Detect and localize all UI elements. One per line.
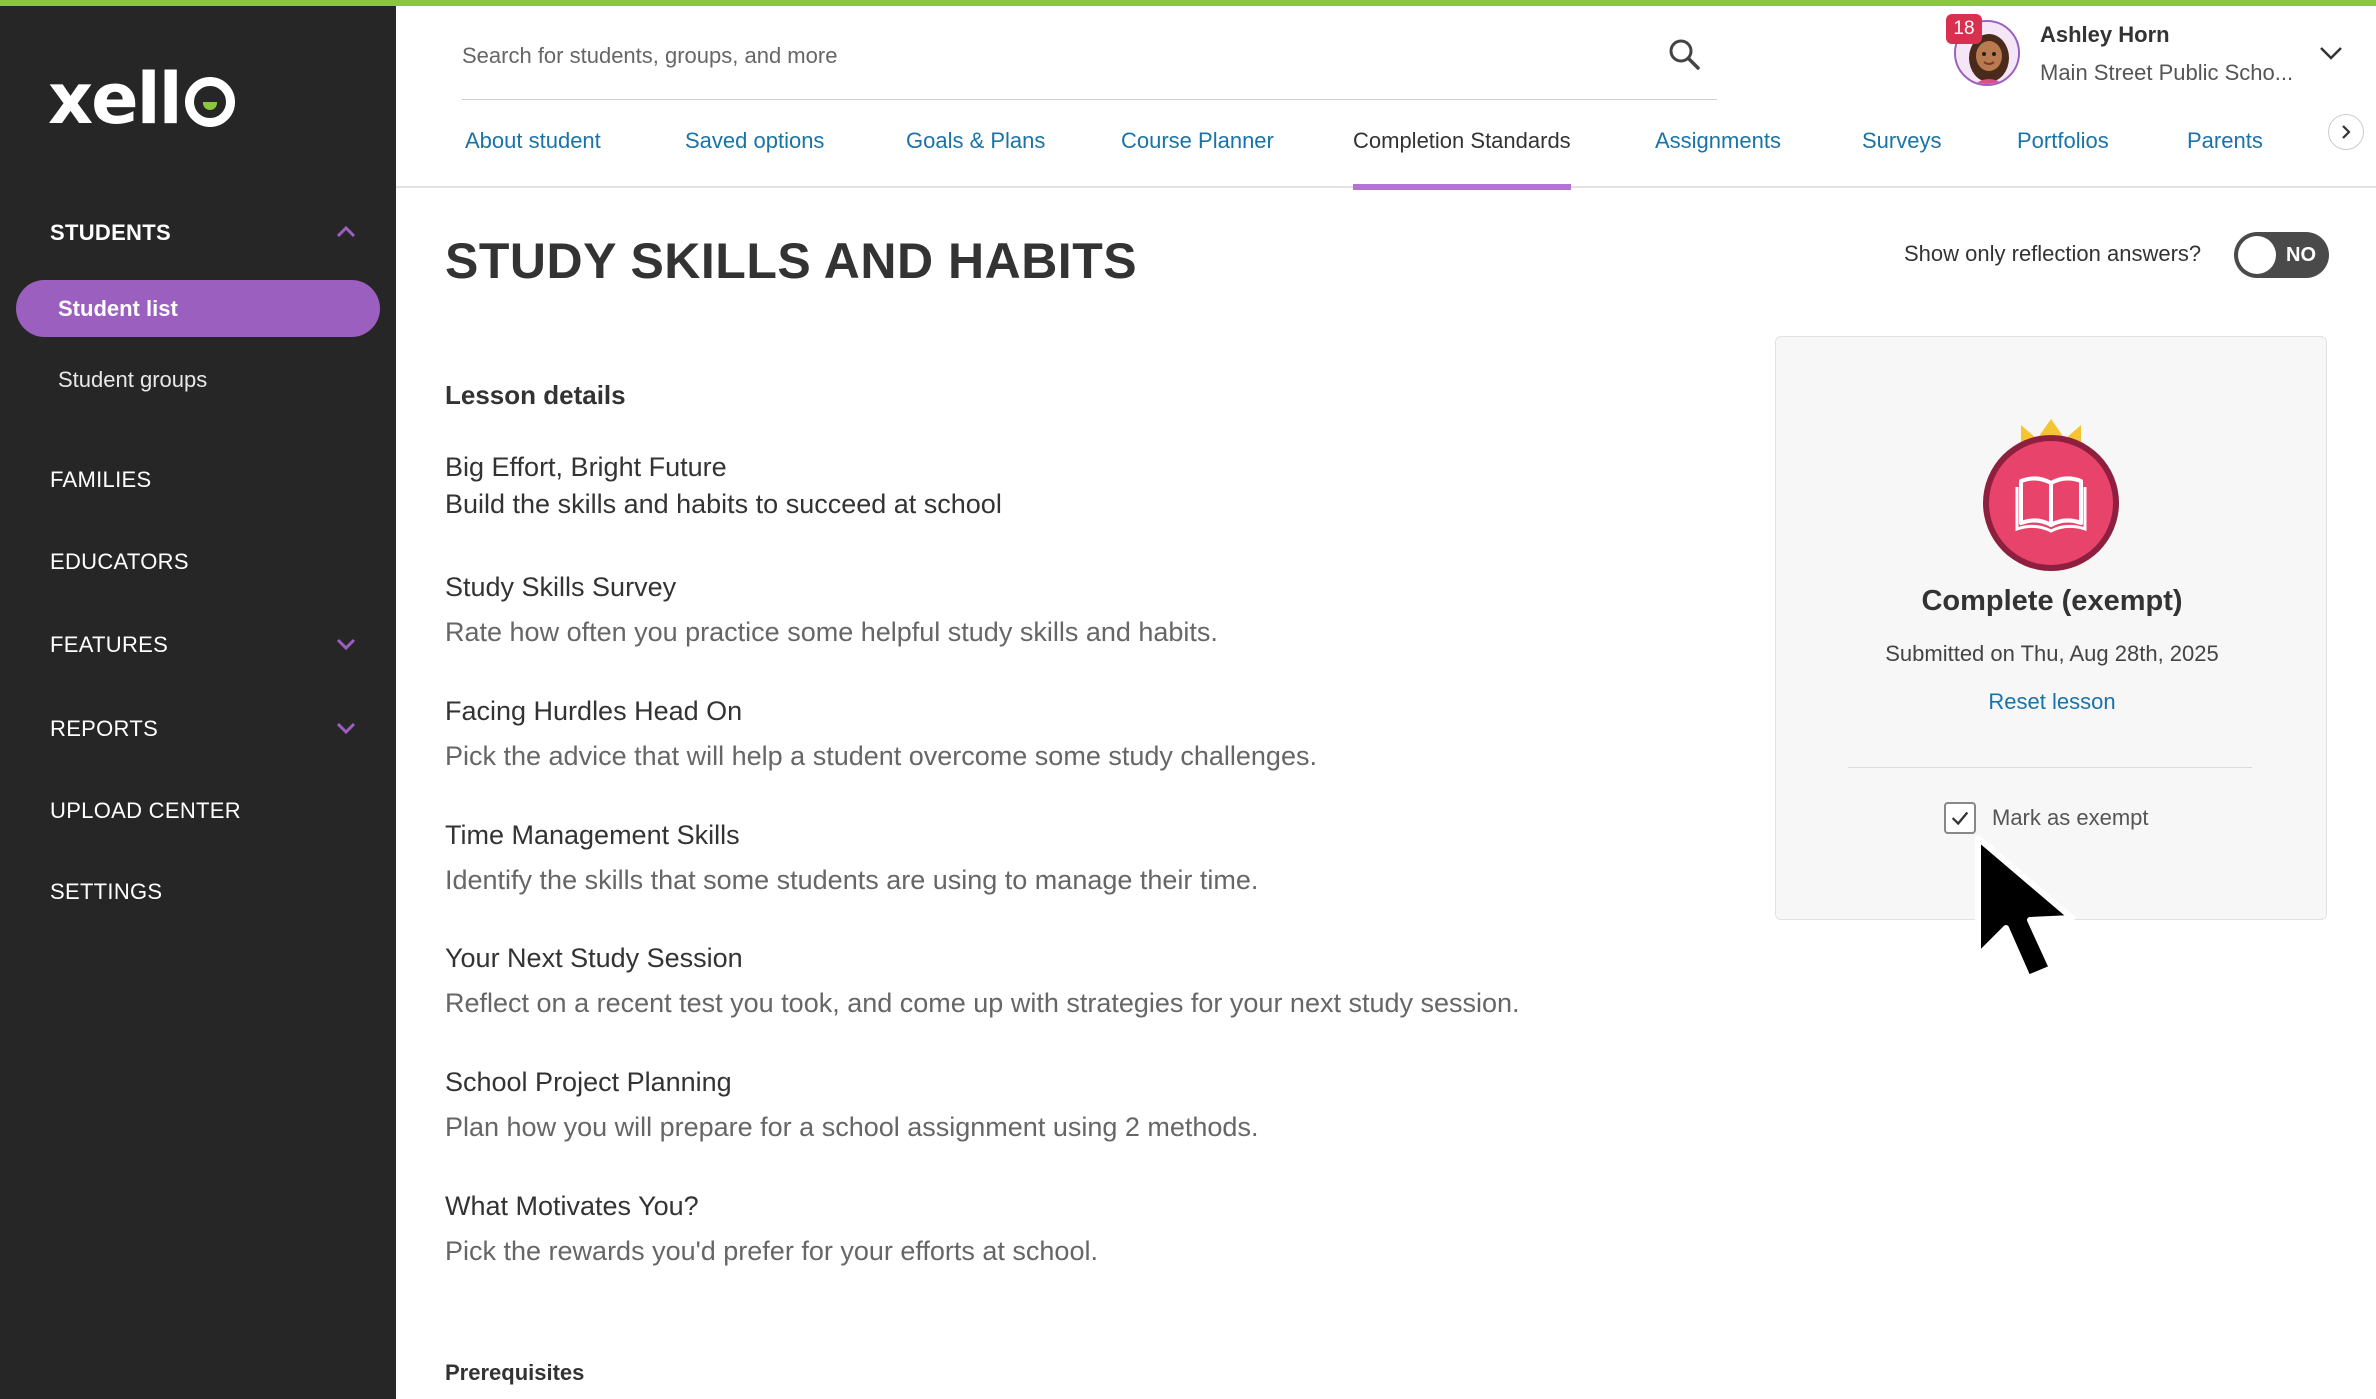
- lesson-item: [445, 696, 1645, 772]
- tab-about-student[interactable]: About student: [465, 128, 601, 153]
- search-bar: [462, 26, 1717, 100]
- sidebar-section-educators[interactable]: EDUCATORS: [50, 549, 189, 574]
- lesson-item: [445, 943, 1645, 1019]
- user-school: Main Street Public Scho...: [2040, 60, 2294, 85]
- reset-lesson-link[interactable]: Reset lesson: [1988, 689, 2116, 714]
- tab-goals-plans[interactable]: Goals & Plans: [906, 128, 1046, 153]
- sidebar-section-reports[interactable]: REPORTS: [50, 716, 159, 741]
- lesson-item: [445, 820, 1645, 896]
- tabs-scroll-right-button[interactable]: [2328, 114, 2364, 150]
- sidebar-item-student-list[interactable]: Student list: [16, 280, 380, 337]
- lesson-description: Identify the skills that some students are using to manage their time.: [445, 865, 1259, 895]
- lesson-description: Plan how you will prepare for a school assignment using 2 methods.: [445, 1112, 1259, 1142]
- lesson-description: Reflect on a recent test you took, and come up with strategies for your next study session.: [445, 988, 1520, 1018]
- page-title: STUDY SKILLS AND HABITS: [445, 233, 1138, 289]
- chevron-down-icon[interactable]: [334, 632, 358, 656]
- lesson-item: [445, 1067, 1645, 1143]
- lesson-details-heading: Lesson details: [445, 380, 626, 410]
- reflection-toggle[interactable]: [2234, 232, 2329, 278]
- top-accent-bar: [0, 0, 2376, 6]
- mark-exempt-label: Mark as exempt: [1992, 805, 2149, 830]
- tab-surveys[interactable]: Surveys: [1862, 128, 1942, 153]
- submitted-date: Submitted on Thu, Aug 28th, 2025: [1885, 641, 2219, 666]
- tab-assignments[interactable]: Assignments: [1655, 128, 1781, 153]
- prerequisites-heading: Prerequisites: [445, 1360, 585, 1385]
- reflection-toggle-label: Show only reflection answers?: [1904, 241, 2202, 266]
- xello-logo[interactable]: xell: [48, 58, 235, 140]
- divider: [1848, 767, 2252, 768]
- lesson-description: Pick the rewards you'd prefer for your efforts at school.: [445, 1236, 1098, 1266]
- lesson-title: Study Skills Survey: [445, 572, 677, 602]
- chevron-down-icon[interactable]: [334, 716, 358, 740]
- lesson-description: Rate how often you practice some helpful study skills and habits.: [445, 617, 1218, 647]
- lesson-title: Big Effort, Bright Future: [445, 452, 727, 482]
- sidebar-section-upload-center[interactable]: UPLOAD CENTER: [50, 798, 241, 823]
- lesson-item: [445, 572, 1645, 648]
- lesson-title: School Project Planning: [445, 1067, 732, 1097]
- lesson-status: Complete (exempt): [1921, 585, 2183, 617]
- user-name: Ashley Horn: [2040, 22, 2170, 47]
- checkmark-icon: [1949, 807, 1971, 829]
- lesson-title: What Motivates You?: [445, 1191, 699, 1221]
- lesson-item: [445, 1191, 1645, 1267]
- student-tabs: [396, 100, 2376, 188]
- tab-portfolios[interactable]: Portfolios: [2017, 128, 2109, 153]
- sidebar: [0, 0, 396, 1399]
- chevron-down-icon[interactable]: [2316, 38, 2346, 68]
- toggle-knob: [2238, 236, 2276, 274]
- tab-saved-options[interactable]: Saved options: [685, 128, 825, 153]
- notification-badge[interactable]: 18: [1946, 14, 1982, 44]
- search-input[interactable]: [462, 34, 1642, 78]
- book-badge-icon: [1979, 411, 2123, 571]
- tab-course-planner[interactable]: Course Planner: [1121, 128, 1274, 153]
- mouse-cursor-icon: [1972, 832, 2102, 982]
- lesson-title: Facing Hurdles Head On: [445, 696, 743, 726]
- tab-parents[interactable]: Parents: [2187, 128, 2263, 153]
- sidebar-section-features[interactable]: FEATURES: [50, 632, 169, 657]
- lesson-description: Pick the advice that will help a student overcome some study challenges.: [445, 741, 1317, 771]
- mark-exempt-checkbox[interactable]: [1944, 802, 1976, 834]
- lesson-item: [445, 452, 1645, 520]
- lesson-title: Your Next Study Session: [445, 943, 743, 973]
- mark-exempt-row[interactable]: [1944, 801, 2149, 835]
- sidebar-section-students[interactable]: STUDENTS: [50, 220, 171, 245]
- sidebar-item-student-groups[interactable]: Student groups: [58, 367, 208, 392]
- search-icon[interactable]: [1666, 36, 1702, 72]
- chevron-right-icon: [2336, 122, 2356, 142]
- tab-completion-standards[interactable]: Completion Standards: [1353, 100, 1571, 188]
- lesson-description: Build the skills and habits to succeed at school: [445, 489, 1002, 519]
- sidebar-section-families[interactable]: FAMILIES: [50, 467, 152, 492]
- chevron-up-icon[interactable]: [334, 220, 358, 244]
- toggle-state: NO: [2286, 244, 2316, 266]
- user-menu[interactable]: [1946, 14, 2366, 94]
- lesson-title: Time Management Skills: [445, 820, 740, 850]
- sidebar-section-settings[interactable]: SETTINGS: [50, 879, 163, 904]
